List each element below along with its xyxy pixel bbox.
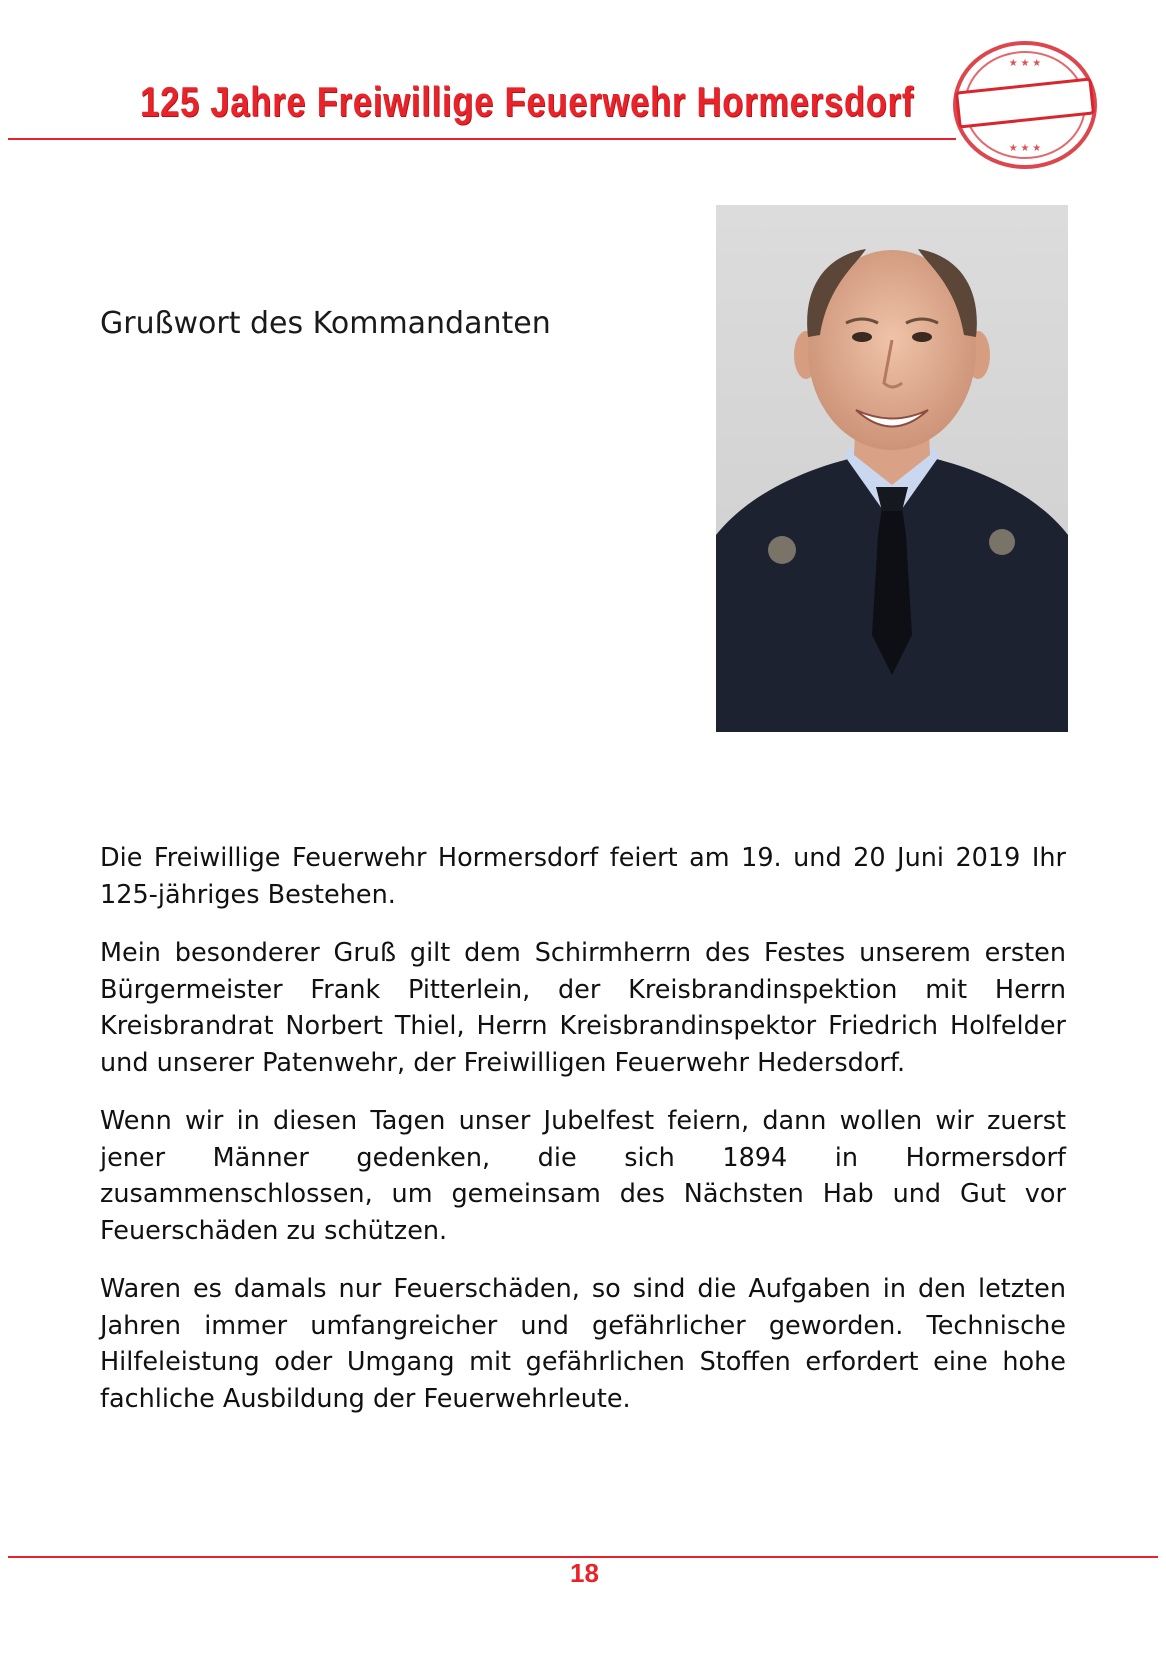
- page-header-title: 125 Jahre Freiwillige Feuerwehr Hormersdorf: [140, 78, 915, 125]
- greeting-body: [100, 840, 1066, 1439]
- commander-portrait-photo: [716, 205, 1068, 732]
- svg-text:★ ★ ★: ★ ★ ★: [1008, 58, 1042, 69]
- page-heading: Grußwort des Kommandanten: [100, 306, 551, 341]
- body-paragraph: Wenn wir in diesen Tagen unser Jubelfest feiern, dann wollen wir zuerst jener Männer gedenken, die sich 1894 in Hormersdorf zusammenschlossen, um gemeinsam des Nächsten Hab und Gut vor Feuerschäden zu schützen.: [100, 1106, 1066, 1246]
- anniversary-stamp-logo: [950, 38, 1100, 172]
- page-number: 18: [570, 1558, 599, 1588]
- body-paragraph: Mein besonderer Gruß gilt dem Schirmherrn des Festes unserem ersten Bürgermeister Frank Pitterlein, der Kreisbrandinspektion mit Herrn Kreisbrandrat Norbert Thiel, Herrn Kreisbrandinspektor Friedrich Holfelder und unserer Patenwehr, der Freiwilligen Feuerwehr Hedersdorf.: [100, 938, 1066, 1078]
- body-paragraph: Die Freiwillige Feuerwehr Hormersdorf feiert am 19. und 20 Juni 2019 Ihr 125-jähriges Bestehen.: [100, 843, 1066, 910]
- svg-text:★ ★ ★: ★ ★ ★: [1008, 143, 1042, 154]
- header-divider: [8, 138, 956, 140]
- body-paragraph: Waren es damals nur Feuerschäden, so sind die Aufgaben in den letzten Jahren immer umfangreicher und gefährlicher geworden. Technische Hilfeleistung oder Umgang mit gefährlichen Stoffen erfordert eine hohe fachliche Ausbildung der Feuerwehrleute.: [100, 1274, 1066, 1414]
